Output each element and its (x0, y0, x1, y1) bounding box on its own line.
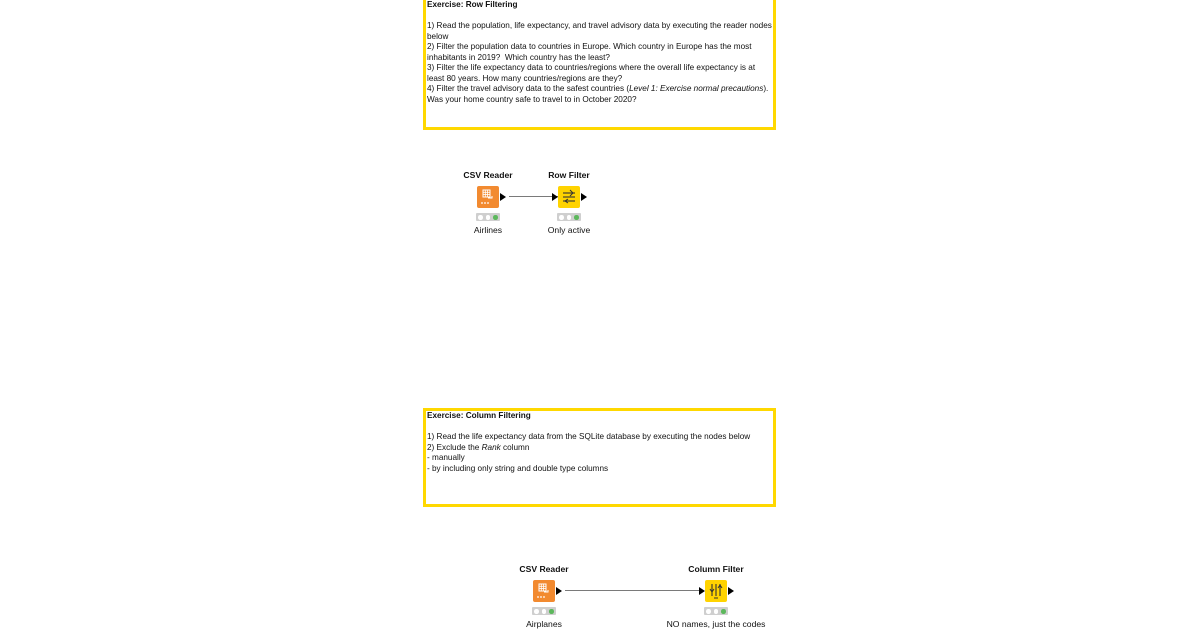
csv-reader-icon[interactable] (477, 186, 499, 208)
status-light-green (721, 609, 726, 614)
annotation-text-line: 1) Read the life expectancy data from the SQLite database by executing the nodes below (427, 432, 751, 441)
annotation-text: ). Was your home country safe to travel to in October 2020? (427, 84, 771, 104)
annotation-title: Exercise: Row Filtering (427, 0, 518, 9)
node-title: Row Filter (548, 170, 590, 180)
column-filter-icon[interactable] (705, 580, 727, 602)
annotation-text-line: 1) Read the population, life expectancy, and travel advisory data by executing the reader nodes below (427, 21, 775, 41)
status-traffic-light (532, 607, 556, 615)
node-label[interactable]: Airplanes (526, 619, 562, 629)
status-traffic-light (557, 213, 581, 221)
annotation-italic-text: Level 1: Exercise normal precautions (629, 84, 764, 93)
annotation-text-line: - manually (427, 453, 465, 462)
node-column-filter[interactable] (656, 563, 776, 630)
node-csv-reader-airplanes[interactable] (484, 563, 604, 630)
node-body[interactable] (509, 186, 629, 210)
status-light-off (478, 215, 483, 220)
annotation-text: 2) Exclude the (427, 442, 482, 452)
status-traffic-light (476, 213, 500, 221)
node-body[interactable] (656, 580, 776, 604)
node-row-filter[interactable] (509, 169, 629, 239)
annotation-text-line (427, 443, 772, 454)
annotation-column-filtering[interactable] (423, 408, 776, 507)
output-port[interactable] (728, 587, 734, 595)
node-title: CSV Reader (463, 170, 513, 180)
status-light-green (493, 215, 498, 220)
status-light-off (714, 609, 719, 614)
annotation-italic-text: Rank (481, 442, 501, 452)
status-light-off (706, 609, 711, 614)
status-light-green (549, 609, 554, 614)
row-filter-icon[interactable] (558, 186, 580, 208)
node-label[interactable]: NO names, just the codes (666, 619, 766, 629)
node-body[interactable] (484, 580, 604, 604)
annotation-row-filtering[interactable] (423, 0, 776, 130)
status-light-off (559, 215, 564, 220)
annotation-text-line: 2) Filter the population data to countries in Europe. Which country in Europe has the most inhabitants in 2019? Which country has the least? (427, 42, 754, 62)
status-light-off (486, 215, 491, 220)
node-label[interactable]: Only active (547, 225, 591, 235)
csv-reader-icon[interactable] (533, 580, 555, 602)
node-title: CSV Reader (519, 564, 569, 574)
status-light-green (574, 215, 579, 220)
status-traffic-light (704, 607, 728, 615)
annotation-text-line: - by including only string and double type columns (427, 463, 609, 473)
output-port[interactable] (556, 587, 562, 595)
status-light-off (534, 609, 539, 614)
output-port[interactable] (500, 193, 506, 201)
annotation-text-line (427, 84, 772, 105)
output-port[interactable] (581, 193, 587, 201)
annotation-text: 4) Filter the travel advisory data to the safest countries ( (427, 84, 630, 93)
status-light-off (567, 215, 572, 220)
status-light-off (542, 609, 547, 614)
annotation-title: Exercise: Column Filtering (427, 411, 531, 420)
node-label[interactable]: Airlines (473, 225, 503, 235)
annotation-text-line: 3) Filter the life expectancy data to countries/regions where the overall life expectancy is at least 80 years. How many countries/regions are they? (427, 63, 758, 83)
annotation-text: column (500, 442, 530, 452)
node-title: Column Filter (688, 564, 744, 574)
